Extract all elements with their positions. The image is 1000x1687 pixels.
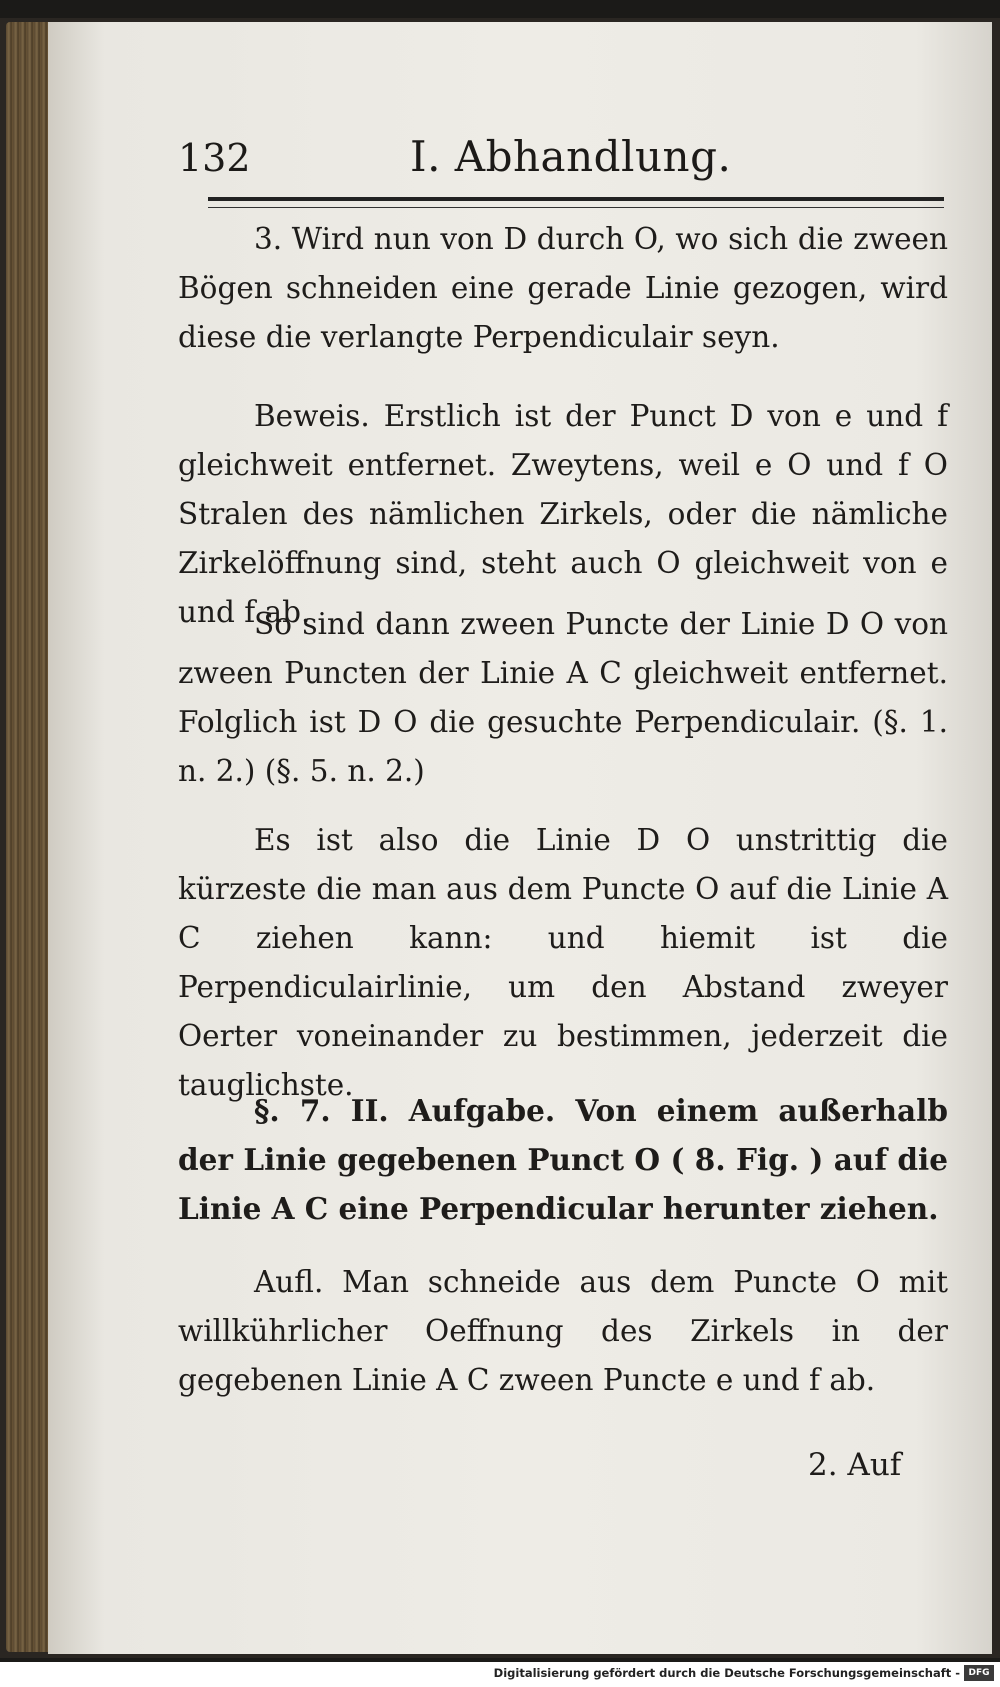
dfg-logo-icon: DFG — [964, 1665, 994, 1681]
paragraph-remark: Es ist also die Linie D O unstrittig die kürzeste die man aus dem Puncte O auf die Linie A C ziehen kann: und hiemit ist die Perpendiculairlinie, um den Abstand zweyer Oerter voneinander zu bestimmen, jederzeit die tauglichste. — [178, 823, 948, 1102]
header-rule — [208, 197, 944, 208]
paragraph-aufgabe-2: §. 7. II. Aufgabe. Von einem außerhalb der Linie gegebenen Punct O ( 8. Fig. ) auf die Linie A C eine Perpendicular herunter ziehen. — [178, 1093, 948, 1226]
page-number: 132 — [178, 136, 251, 180]
paragraph-aufloesung: Aufl. Man schneide aus dem Puncte O mit willkührlicher Oeffnung des Zirkels in der gegebenen Linie A C zween Puncte e und f ab. — [178, 1265, 948, 1397]
paragraph-beweis: Beweis. Erstlich ist der Punct D von e und f gleichweit entfernet. Zweytens, weil e O und f O Stralen des nämlichen Zirkels, oder die nämliche Zirkelöffnung sind, steht auch O gleichweit von e und f ab. — [178, 399, 948, 629]
catchword: 2. Auf — [808, 1447, 902, 1483]
footer-credit: Digitalisierung gefördert durch die Deutsche Forschungsgemeinschaft - — [493, 1666, 960, 1680]
paragraph-conclusion: So sind dann zween Puncte der Linie D O von zween Puncten der Linie A C gleichweit entfernet. Folglich ist D O die gesuchte Perpendiculair. (§. 1. n. 2.) (§. 5. n. 2.) — [178, 607, 948, 788]
running-head: I. Abhandlung. — [410, 132, 732, 181]
paragraph-step-3: 3. Wird nun von D durch O, wo sich die zween Bögen schneiden eine gerade Linie gezogen, wird diese die verlangte Perpendiculair seyn. — [178, 222, 948, 354]
